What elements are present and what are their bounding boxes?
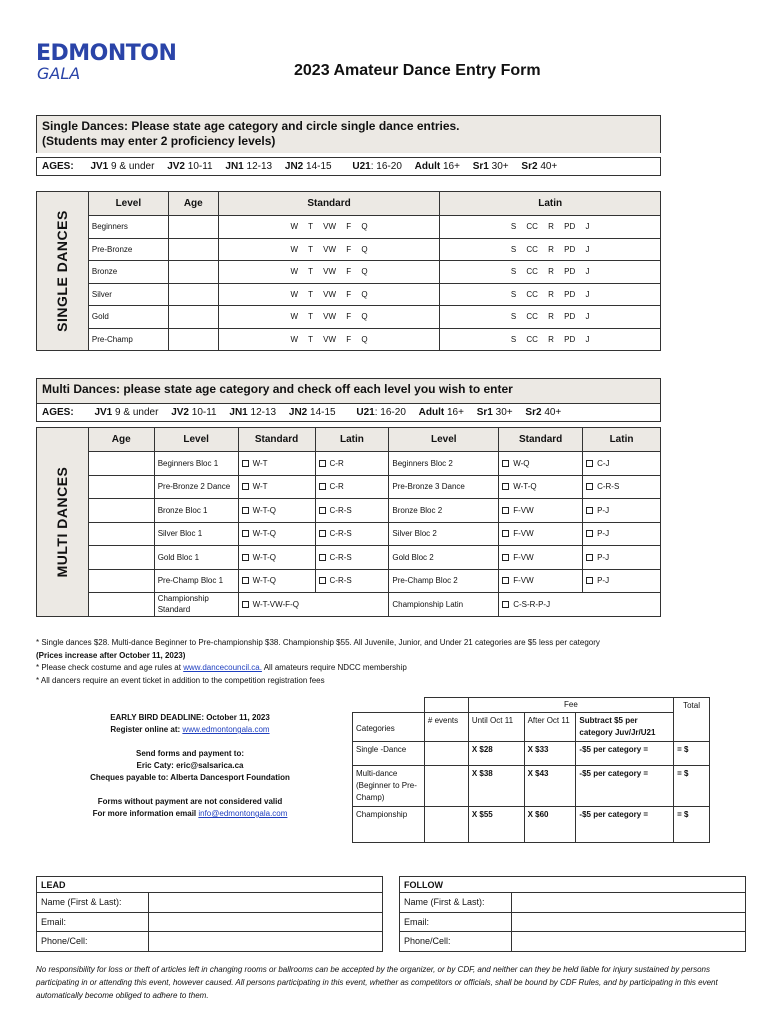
info-email-link[interactable]: info@edmontongala.com [198,809,288,818]
level-label: Championship Standard [154,593,238,617]
checkbox-icon [502,483,509,490]
single-ages-row [36,157,661,176]
total-input[interactable]: = $ [674,766,710,807]
level-label: Silver [88,283,168,306]
level-label: Beginners Bloc 2 [389,452,499,476]
checkbox-icon [586,507,593,514]
checkbox-icon [319,530,326,537]
level-label: Silver Bloc 1 [154,522,238,546]
checkbox-icon [319,554,326,561]
multi-dances-vertical-label: MULTI DANCES [37,428,89,617]
ages-label: AGES: [42,407,74,418]
early-bird-deadline: EARLY BIRD DEADLINE: October 11, 2023 [110,713,270,722]
standard-checkbox[interactable]: W-Q [499,452,583,476]
latin-checkbox[interactable]: C-R-S [315,522,389,546]
level-label: Bronze [88,261,168,284]
standard-dances[interactable]: W T VW F Q [218,328,440,351]
dancecouncil-link[interactable]: www.dancecouncil.ca. [183,663,262,672]
table-row [37,238,661,261]
age-input[interactable] [88,569,154,593]
checkbox-icon [502,460,509,467]
level-label: Pre-Champ [88,328,168,351]
standard-checkbox[interactable]: F-VW [499,499,583,523]
lead-email-input[interactable] [149,912,383,932]
checkbox-icon [586,460,593,467]
col-header-standard: Standard [218,192,440,216]
age-input[interactable] [168,328,218,351]
subtract-input[interactable]: -$5 per category = [576,766,674,807]
latin-checkbox[interactable]: C-R-S [315,569,389,593]
total-input[interactable]: = $ [674,742,710,766]
standard-checkbox[interactable]: F-VW [499,546,583,570]
standard-dances[interactable]: W T VW F Q [218,283,440,306]
latin-checkbox[interactable]: P-J [583,546,661,570]
fee-notes [36,637,686,687]
category-label: Multi-dance (Beginner to Pre-Champ) [353,766,425,807]
latin-dances[interactable]: S CC R PD J [440,216,661,239]
follow-phone-label: Phone/Cell: [400,932,512,952]
latin-checkbox[interactable]: P-J [583,499,661,523]
standard-checkbox[interactable]: W-T [238,475,315,499]
checkbox-icon [319,577,326,584]
logo-main: EDMONTON [36,41,177,66]
checkbox-icon [502,577,509,584]
note-line: * Please check costume and age rules at www.dancecouncil.ca. All amateurs require NDCC membership [36,663,407,672]
age-input[interactable] [88,499,154,523]
col-header-level: Level [88,192,168,216]
latin-dances[interactable]: S CC R PD J [440,238,661,261]
forms-valid-line: Forms without payment are not considered valid [97,797,283,806]
single-dances-table [36,191,661,351]
events-input[interactable] [424,807,468,843]
col-header-standard: Standard [499,428,583,452]
latin-checkbox[interactable]: C-R-S [583,475,661,499]
lead-contact-table [36,876,383,952]
standard-checkbox[interactable]: W-T [238,452,315,476]
table-row [37,522,661,546]
follow-email-label: Email: [400,912,512,932]
table-row [400,932,746,952]
fee-table [352,697,710,843]
until-price: X $28 [468,742,524,766]
lead-name-label: Name (First & Last): [37,893,149,913]
table-row [37,452,661,476]
subtract-input[interactable]: -$5 per category = [576,742,674,766]
cheques-line: Cheques payable to: Alberta Dancesport Foundation [90,773,290,782]
checkbox-icon [586,530,593,537]
register-line: Register online at: www.edmontongala.com [110,725,270,734]
table-row [400,893,746,913]
age-input[interactable] [88,546,154,570]
age-group: Sr1 30+ [476,407,513,418]
follow-phone-input[interactable] [512,932,746,952]
table-row [37,932,383,952]
table-row [353,807,710,843]
after-header: After Oct 11 [524,713,576,742]
age-input[interactable] [88,522,154,546]
checkbox-icon [502,507,509,514]
table-row [353,766,710,807]
multi-dances-heading: Multi Dances: please state age category and check off each level you wish to enter [36,378,661,403]
table-row [37,569,661,593]
level-label: Bronze Bloc 1 [154,499,238,523]
standard-checkbox[interactable]: F-VW [499,569,583,593]
latin-checkbox[interactable]: C-S-R-P-J [499,593,661,617]
level-label: Pre-Champ Bloc 2 [389,569,499,593]
col-header-age: Age [88,428,154,452]
follow-contact-table [399,876,746,952]
until-price: X $38 [468,766,524,807]
checkbox-icon [242,554,249,561]
logo-sub: GALA [37,64,81,83]
standard-checkbox[interactable]: W-T-Q [238,499,315,523]
col-header-level: Level [154,428,238,452]
single-heading-line2: (Students may enter 2 proficiency levels) [42,134,276,148]
table-header-row [37,428,661,452]
standard-checkbox[interactable]: F-VW [499,522,583,546]
col-header-latin: Latin [583,428,661,452]
level-label: Pre-Champ Bloc 1 [154,569,238,593]
standard-dances[interactable]: W T VW F Q [218,238,440,261]
standard-dances[interactable]: W T VW F Q [218,261,440,284]
events-input[interactable] [424,766,468,807]
level-label: Beginners [88,216,168,239]
level-label: Pre-Bronze [88,238,168,261]
level-label: Gold [88,306,168,329]
checkbox-icon [242,460,249,467]
standard-dances[interactable]: W T VW F Q [218,216,440,239]
age-group: Sr1 30+ [472,161,509,172]
checkbox-icon [586,554,593,561]
table-row [353,742,710,766]
level-label: Pre-Bronze 3 Dance [389,475,499,499]
col-header-standard: Standard [238,428,315,452]
checkbox-icon [502,601,509,608]
table-row [37,877,383,893]
age-group: U21: 16-20 [352,161,402,172]
standard-checkbox[interactable]: W-T-Q [238,546,315,570]
standard-checkbox[interactable]: W-T-Q [499,475,583,499]
age-group: JV1 9 & under [90,161,155,172]
table-header-row [353,713,710,742]
lead-email-label: Email: [37,912,149,932]
age-group: Adult 16+ [418,407,464,418]
col-header-level: Level [389,428,499,452]
table-row [37,216,661,239]
note-line: * All dancers require an event ticket in addition to the competition registration fees [36,675,325,685]
checkbox-icon [586,577,593,584]
contact-line: Eric Caty: eric@salsarica.ca [136,761,244,770]
age-group: JV1 9 & under [94,407,159,418]
latin-dances[interactable]: S CC R PD J [440,328,661,351]
follow-name-label: Name (First & Last): [400,893,512,913]
total-input[interactable]: = $ [674,807,710,843]
checkbox-icon [319,460,326,467]
table-row [37,261,661,284]
checkbox-icon [242,507,249,514]
table-row [37,283,661,306]
after-price: X $33 [524,742,576,766]
latin-checkbox[interactable]: C-R [315,475,389,499]
age-group: JN2 14-15 [284,161,332,172]
register-link[interactable]: www.edmontongala.com [182,725,270,734]
age-group: Adult 16+ [414,161,460,172]
age-group: JV2 10-11 [167,161,213,172]
table-row [37,593,661,617]
lead-phone-label: Phone/Cell: [37,932,149,952]
latin-checkbox[interactable]: C-R-S [315,499,389,523]
latin-dances[interactable]: S CC R PD J [440,261,661,284]
logo [36,42,176,82]
standard-checkbox[interactable]: W-T-VW-F-Q [238,593,389,617]
lead-name-input[interactable] [149,893,383,913]
age-input[interactable] [168,216,218,239]
checkbox-icon [242,483,249,490]
col-header-age: Age [168,192,218,216]
latin-dances[interactable]: S CC R PD J [440,306,661,329]
checkbox-icon [319,483,326,490]
level-label: Championship Latin [389,593,499,617]
table-row [37,475,661,499]
table-header-row [353,698,710,713]
single-heading-line1: Single Dances: Please state age category and circle single dance entries. [42,119,460,133]
col-header-latin: Latin [315,428,389,452]
age-input[interactable] [88,475,154,499]
note-line: * Single dances $28. Multi-dance Beginner to Pre-championship $38. Championship $55. All Juvenile, Junior, and Under 21 categories are $5 less per category [36,638,600,647]
latin-dances[interactable]: S CC R PD J [440,283,661,306]
checkbox-icon [502,554,509,561]
age-input[interactable] [88,593,154,617]
age-group: U21: 16-20 [356,407,406,418]
latin-checkbox[interactable]: C-J [583,452,661,476]
age-group: JN1 12-13 [225,161,273,172]
category-label: Championship [353,807,425,843]
fee-header: Fee [468,698,673,713]
latin-checkbox[interactable]: C-R-S [315,546,389,570]
standard-checkbox[interactable]: W-T-Q [238,569,315,593]
col-header-latin: Latin [440,192,661,216]
note-line: (Prices increase after October 11, 2023) [36,650,186,660]
lead-phone-input[interactable] [149,932,383,952]
latin-checkbox[interactable]: C-R [315,452,389,476]
age-input[interactable] [168,261,218,284]
level-label: Bronze Bloc 2 [389,499,499,523]
subtract-input[interactable]: -$5 per category = [576,807,674,843]
subtract-header: Subtract $5 per category Juv/Jr/U21 [576,713,674,742]
single-dances-heading [36,115,661,153]
table-row [37,893,383,913]
send-forms: Send forms and payment to: [135,749,244,758]
after-price: X $43 [524,766,576,807]
table-row [37,912,383,932]
age-input[interactable] [168,306,218,329]
events-header: # events [424,713,468,742]
age-group: Sr2 40+ [525,407,562,418]
table-header-row [37,192,661,216]
ages-label: AGES: [42,161,74,172]
age-input[interactable] [168,238,218,261]
checkbox-icon [242,577,249,584]
table-row [400,912,746,932]
categories-header: Categories [353,713,425,742]
standard-dances[interactable]: W T VW F Q [218,306,440,329]
age-group: JN2 14-15 [288,407,336,418]
age-input[interactable] [88,452,154,476]
multi-ages-row [36,403,661,422]
level-label: Gold Bloc 1 [154,546,238,570]
category-label: Single -Dance [353,742,425,766]
early-bird-info [60,712,320,820]
checkbox-icon [586,483,593,490]
age-group: JV2 10-11 [171,407,217,418]
table-row [37,546,661,570]
standard-checkbox[interactable]: W-T-Q [238,522,315,546]
after-price: X $60 [524,807,576,843]
total-header: Total [674,698,710,742]
page-title: 2023 Amateur Dance Entry Form [294,62,541,79]
age-group: JN1 12-13 [229,407,277,418]
follow-title: FOLLOW [400,877,746,893]
table-row [37,306,661,329]
single-dances-vertical-label: SINGLE DANCES [37,192,89,351]
until-header: Until Oct 11 [468,713,524,742]
follow-name-input[interactable] [512,893,746,913]
info-line: For more information email info@edmontongala.com [92,809,288,818]
level-label: Silver Bloc 2 [389,522,499,546]
age-group: Sr2 40+ [521,161,558,172]
table-row [400,877,746,893]
until-price: X $55 [468,807,524,843]
latin-checkbox[interactable]: P-J [583,569,661,593]
events-input[interactable] [424,742,468,766]
follow-email-input[interactable] [512,912,746,932]
table-row [37,499,661,523]
lead-title: LEAD [37,877,383,893]
table-row [37,328,661,351]
checkbox-icon [502,530,509,537]
checkbox-icon [242,530,249,537]
multi-dances-table [36,427,661,617]
level-label: Gold Bloc 2 [389,546,499,570]
latin-checkbox[interactable]: P-J [583,522,661,546]
level-label: Beginners Bloc 1 [154,452,238,476]
level-label: Pre-Bronze 2 Dance [154,475,238,499]
checkbox-icon [242,601,249,608]
liability-disclaimer: No responsibility for loss or theft of articles left in changing rooms or ballrooms can be accepted by the organizer, or by CDF, and neither can they be held liable for injury sustained by persons participating in or attending this event, however caused. All persons participating in this event, whether as competitors or officials, shall be bound by CDF Rules, and by participating in this event automatically become obliged to adhere to them. [36,965,718,1000]
age-input[interactable] [168,283,218,306]
checkbox-icon [319,507,326,514]
